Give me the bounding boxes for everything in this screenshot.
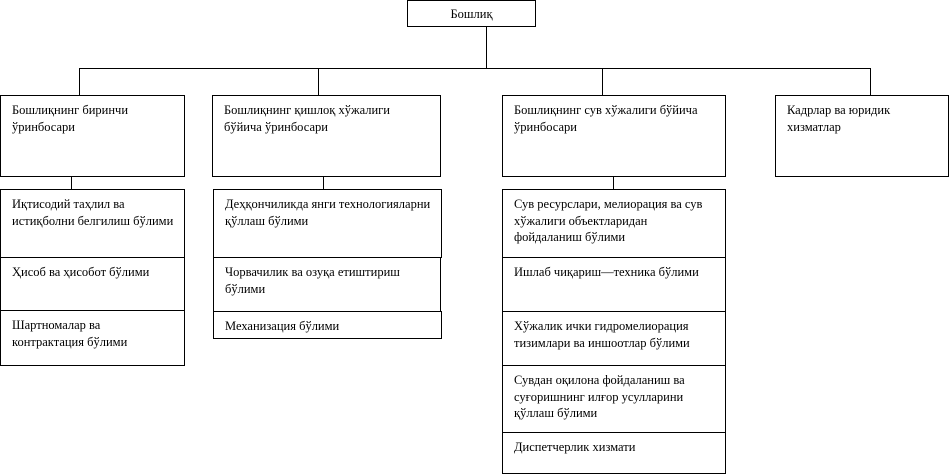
department-title: Механизация бўлими: [225, 319, 340, 333]
deputy-box-4: [775, 95, 949, 177]
department-title: Шартномалар ва контрактация бўлими: [12, 318, 128, 349]
department-title: Диспетчерлик хизмати: [514, 440, 636, 454]
deputy-box-2: [212, 95, 441, 177]
department-box: [502, 189, 726, 258]
department-title: Иқтисодий таҳлил ва истиқболни белгилиш бўлими: [12, 197, 174, 228]
department-title: Сув ресурслари, мелиорация ва сув хўжалиги объектларидан фойдаланиш бўлими: [514, 197, 703, 244]
department-box: [0, 257, 185, 311]
department-box: [502, 432, 726, 474]
department-box: [502, 365, 726, 433]
department-title: Ишлаб чиқариш—техника бўлими: [514, 265, 699, 279]
department-box: [213, 189, 442, 258]
department-box: [0, 310, 185, 366]
department-title: Деҳқончиликда янги технологияларни қўллаш бўлими: [225, 197, 431, 228]
department-box: [502, 311, 726, 366]
department-box: [213, 257, 441, 312]
department-box: [502, 257, 726, 312]
deputy-box-3: [502, 95, 726, 177]
deputy-title: Бошлиқнинг биринчи ўринбосари: [12, 103, 129, 134]
department-title: Хўжалик ички гидромелиорация тизимлари ва иншоотлар бўлими: [514, 319, 690, 350]
deputy-title: Бошлиқнинг қишлоқ хўжалиги бўйича ўринбосари: [224, 103, 390, 134]
deputy-title: Бошлиқнинг сув хўжалиги бўйича ўринбосари: [514, 103, 698, 134]
head-box: [407, 0, 536, 27]
deputy-box-1: [0, 95, 185, 177]
department-box: [0, 189, 185, 258]
department-title: Чорвачилик ва озуқа етиштириш бўлими: [225, 265, 400, 296]
department-title: Ҳисоб ва ҳисобот бўлими: [12, 265, 150, 279]
department-box: [213, 311, 442, 339]
head-title: Бошлиқ: [450, 7, 493, 21]
department-title: Сувдан оқилона фойдаланиш ва суғоришнинг илғор усулларини қўллаш бўлими: [514, 373, 685, 420]
deputy-title: Кадрлар ва юридик хизматлар: [787, 103, 891, 134]
